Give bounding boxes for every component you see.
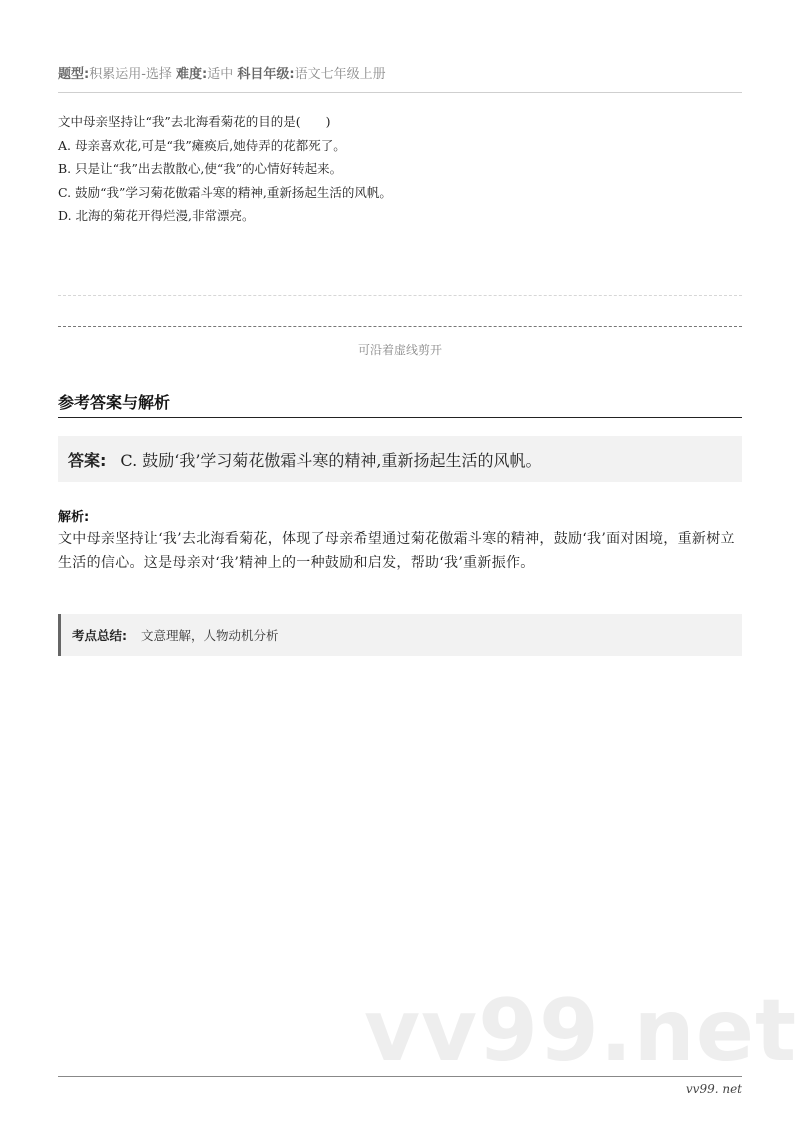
watermark: vv99.net xyxy=(364,981,798,1081)
answer-box xyxy=(58,436,742,482)
option-c: C. 鼓励“我”学习菊花傲霜斗寒的精神,重新扬起生活的风帆。 xyxy=(58,184,392,200)
type-label: 题型: xyxy=(58,67,90,82)
key-points-label: 考点总结: xyxy=(72,628,127,643)
footer-site: vv99. net xyxy=(685,1082,742,1096)
light-dashed-divider xyxy=(58,295,742,296)
analysis-label: 解析: xyxy=(58,510,90,525)
section-divider xyxy=(58,417,742,418)
cut-line xyxy=(58,326,742,327)
option-d: D. 北海的菊花开得烂漫,非常漂亮。 xyxy=(58,208,255,223)
analysis-text: 文中母亲坚持让‘我’去北海看菊花，体现了母亲希望通过菊花傲霜斗寒的精神，鼓励‘我’面对困境，重新树立生活的信心。这是母亲对‘我’精神上的一种鼓励和启发，帮助‘我’重新振作。 xyxy=(58,531,735,571)
grade-value: 语文七年级上册 xyxy=(294,67,386,82)
key-points-text: 文意理解，人物动机分析 xyxy=(141,628,279,643)
option-a: A. 母亲喜欢花,可是“我”瘫痪后,她侍弄的花都死了。 xyxy=(58,137,346,153)
footer-divider xyxy=(58,1076,742,1077)
answer-text: C. 鼓励‘我’学习菊花傲霜斗寒的精神,重新扬起生活的风帆。 xyxy=(120,450,542,470)
difficulty-value: 适中 xyxy=(207,67,234,82)
type-value: 积累运用-选择 xyxy=(89,67,172,82)
option-b: B. 只是让“我”出去散散心,使“我”的心情好转起来。 xyxy=(58,161,343,176)
question-meta xyxy=(58,63,742,82)
answer-section-title: 参考答案与解析 xyxy=(58,393,171,412)
answer-label: 答案: xyxy=(68,450,107,470)
question-stem: 文中母亲坚持让“我”去北海看菊花的目的是( ) xyxy=(58,114,331,129)
grade-label: 科目年级: xyxy=(237,67,295,82)
difficulty-label: 难度: xyxy=(176,67,208,82)
meta-divider xyxy=(58,92,742,93)
question-block xyxy=(58,110,742,228)
key-points-box xyxy=(58,614,742,656)
cut-note: 可沿着虚线剪开 xyxy=(357,343,442,357)
